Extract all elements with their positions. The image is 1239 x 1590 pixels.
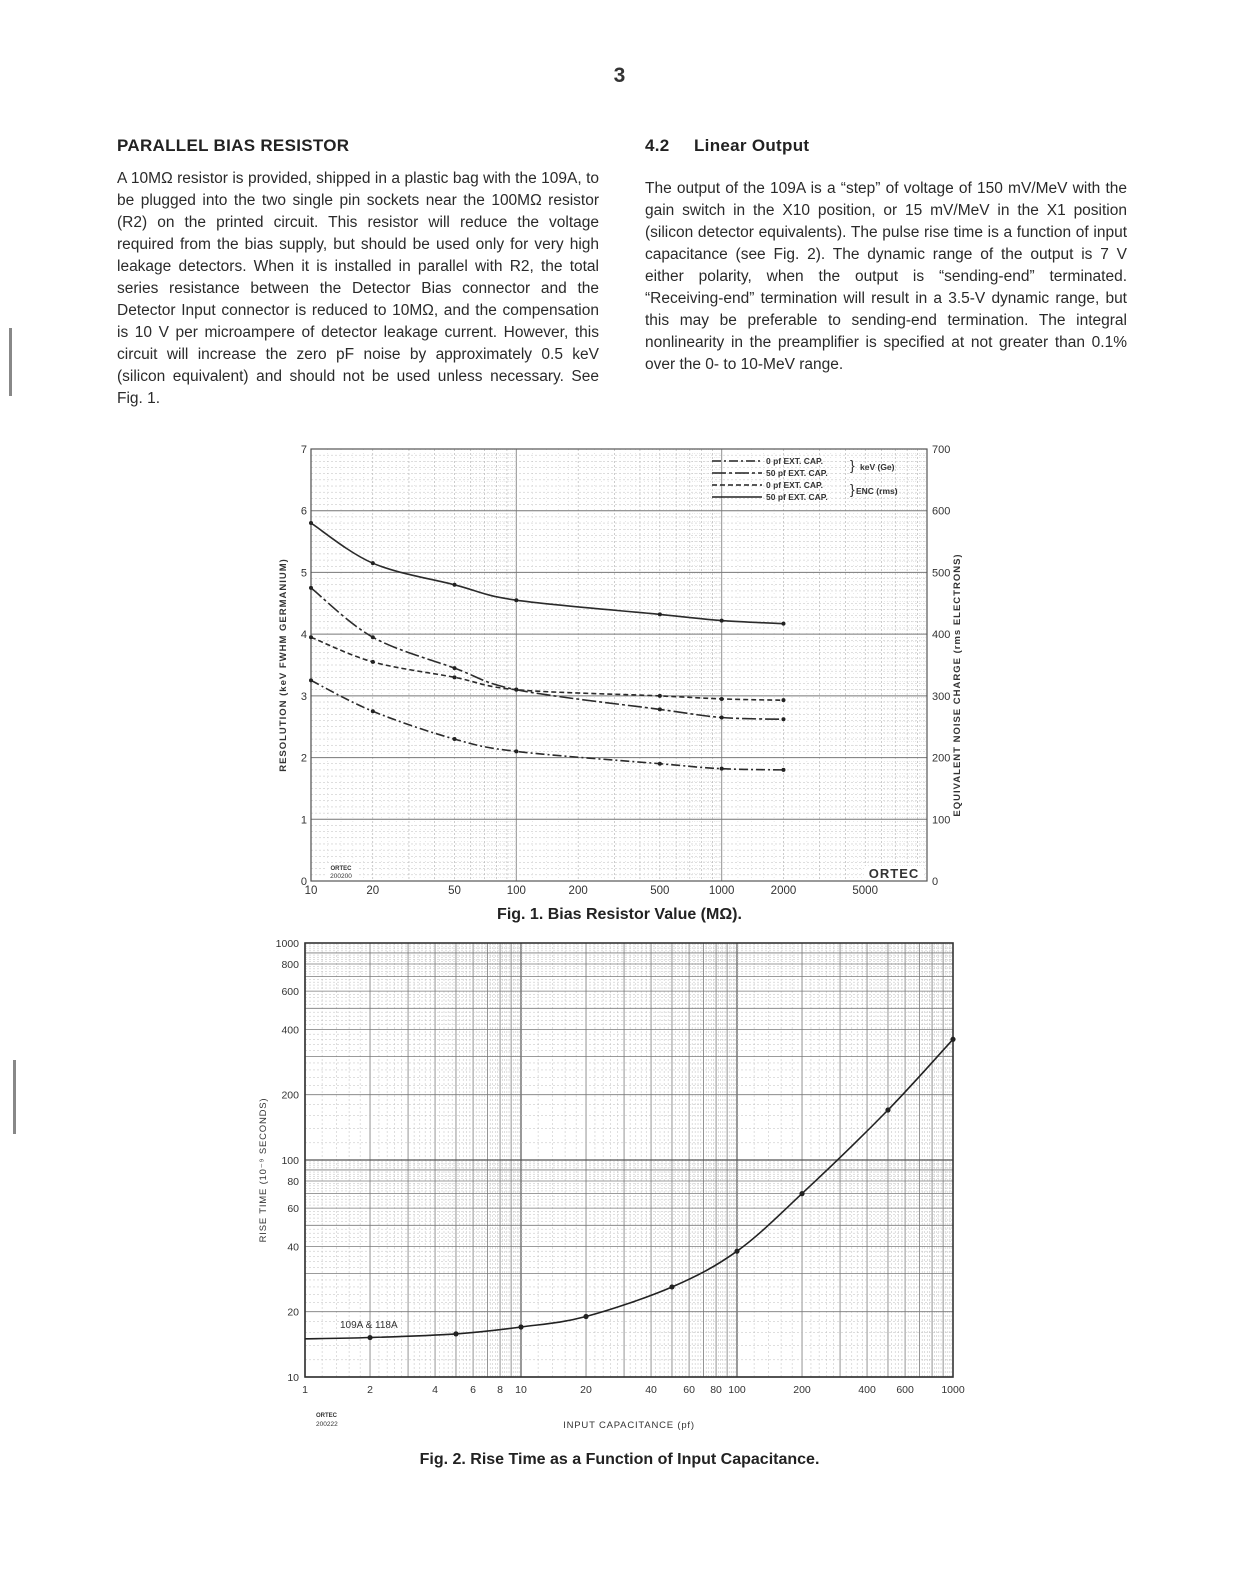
y2-tick-label: 600 [932,505,951,518]
y-tick-label: 400 [281,1024,299,1037]
y-tick-label: 80 [287,1176,299,1189]
y2-tick-label: 0 [932,876,939,888]
y-tick-label: 40 [287,1241,299,1254]
y-tick-label: 60 [287,1203,299,1216]
series-line [305,1039,953,1339]
section-heading-parallel-bias: PARALLEL BIAS RESISTOR [117,136,350,155]
data-point [453,1331,458,1336]
x-tick-label: 1000 [708,885,735,897]
y-tick-label: 200 [281,1089,299,1102]
x-tick-label: 20 [580,1384,592,1396]
stamp-code: 200222 [316,1421,338,1428]
stamp-text: ORTEC [330,866,352,872]
y-tick-label: 1 [300,814,307,827]
figure-2-caption: Fig. 2. Rise Time as a Function of Input Capacitance. [419,1451,820,1468]
y-axis-title: RESOLUTION (keV FWHM GERMANIUM) [278,558,289,772]
y2-tick-label: 700 [932,444,951,456]
x-tick-label: 60 [683,1384,695,1396]
y-tick-label: 1000 [275,938,299,950]
y-tick-label: 20 [287,1306,299,1319]
data-point [669,1284,674,1289]
legend-group-label: keV (Ge) [860,462,895,472]
y-tick-label: 100 [281,1155,299,1167]
x-tick-label: 2 [367,1384,373,1396]
y2-tick-label: 500 [932,567,951,580]
x-tick-label: 400 [858,1384,876,1396]
x-tick-label: 10 [515,1384,527,1396]
x-tick-label: 1 [302,1384,308,1396]
data-point [799,1191,804,1196]
x-tick-label: 2000 [770,885,797,897]
data-point [367,1335,372,1340]
y2-tick-label: 200 [932,752,951,765]
legend-label: 50 pf EXT. CAP. [766,492,828,502]
paragraph-linear-output: The output of the 109A is a “step” of voltage of 150 mV/MeV with the gain switch in the X10 position, or 15 mV/MeV in the X1 position (silicon detector equivalents). The pulse rise time is a function of input capacitance (see Fig. 2). The dynamic range of the output is 7 V either polarity, when the output is “sending-end” terminated. “Receiving-end” termination will result in a 3.5-V dynamic range, but this may be preferable to sending-end termination. The integral nonlinearity in the preamplifier is specified at not greater than 0.1% over the 0- to 10-MeV range. [645,180,1127,373]
data-point [518,1324,523,1329]
legend-label: 0 pf EXT. CAP. [766,480,823,490]
section-title: Linear Output [694,136,810,155]
y2-tick-label: 300 [932,690,951,703]
x-tick-label: 200 [793,1384,811,1396]
y-tick-label: 800 [281,959,299,972]
x-axis-title: INPUT CAPACITANCE (pf) [563,1420,695,1431]
y-tick-label: 10 [287,1372,299,1384]
x-tick-label: 200 [568,885,588,897]
x-tick-label: 4 [432,1384,438,1396]
y-tick-label: 600 [281,986,299,999]
stamp-code: 200200 [330,873,352,880]
x-tick-label: 20 [366,885,380,897]
x-tick-label: 500 [650,885,670,897]
x-tick-label: 600 [896,1384,914,1396]
x-tick-label: 100 [506,885,526,897]
brand-logo: ORTEC [868,866,920,881]
section-number: 4.2 [645,136,670,155]
x-tick-label: 5000 [852,885,878,897]
series-label: 109A & 118A [340,1320,398,1331]
data-point [885,1107,890,1112]
x-tick-label: 80 [710,1384,722,1396]
x-tick-label: 1000 [941,1384,965,1396]
data-point [583,1314,588,1319]
x-tick-label: 8 [497,1384,503,1396]
legend-label: 50 pf EXT. CAP. [766,468,828,478]
y-tick-label: 3 [300,690,307,703]
legend-group-label: ENC (rms) [856,486,898,496]
y-tick-label: 5 [300,567,307,580]
figure-1-caption: Fig. 1. Bias Resistor Value (MΩ). [497,906,742,923]
legend-label: 0 pf EXT. CAP. [766,456,823,466]
y-tick-label: 7 [300,444,307,456]
y2-tick-label: 400 [932,629,951,642]
x-tick-label: 6 [470,1384,477,1396]
y2-axis-title: EQUIVALENT NOISE CHARGE (rms ELECTRONS) [952,553,963,817]
x-tick-label: 100 [728,1384,746,1396]
y-axis-title: RISE TIME (10⁻⁹ SECONDS) [258,1097,269,1243]
data-point [734,1249,739,1254]
legend-brace: } [850,457,855,473]
y2-tick-label: 100 [932,814,951,827]
stamp-text: ORTEC [316,1413,337,1419]
y-tick-label: 2 [300,752,307,765]
page-number: 3 [613,64,626,87]
x-tick-label: 50 [448,885,461,897]
x-tick-label: 40 [645,1384,657,1396]
legend-brace: } [850,481,855,497]
y-tick-label: 0 [300,876,307,888]
y-tick-label: 6 [300,505,307,518]
y-tick-label: 4 [300,629,307,642]
x-tick-label: 10 [304,885,318,897]
data-point [950,1037,955,1042]
paragraph-parallel-bias: A 10MΩ resistor is provided, shipped in a plastic bag with the 109A, to be plugged into the two single pin sockets near the 100MΩ resistor (R2) on the printed circuit. This resistor will reduce the voltage required from the bias supply, but should be used only for very high leakage detectors. When it is installed in parallel with R2, the total series resistance between the Detector Bias connector and the Detector Input connector is reduced to 10MΩ, and the compensation is 10 V per microampere of detector leakage current. However, this circuit will increase the zero pF noise by approximately 0.5 keV (silicon equivalent) and should not be used unless necessary. See Fig. 1. [117,170,599,407]
